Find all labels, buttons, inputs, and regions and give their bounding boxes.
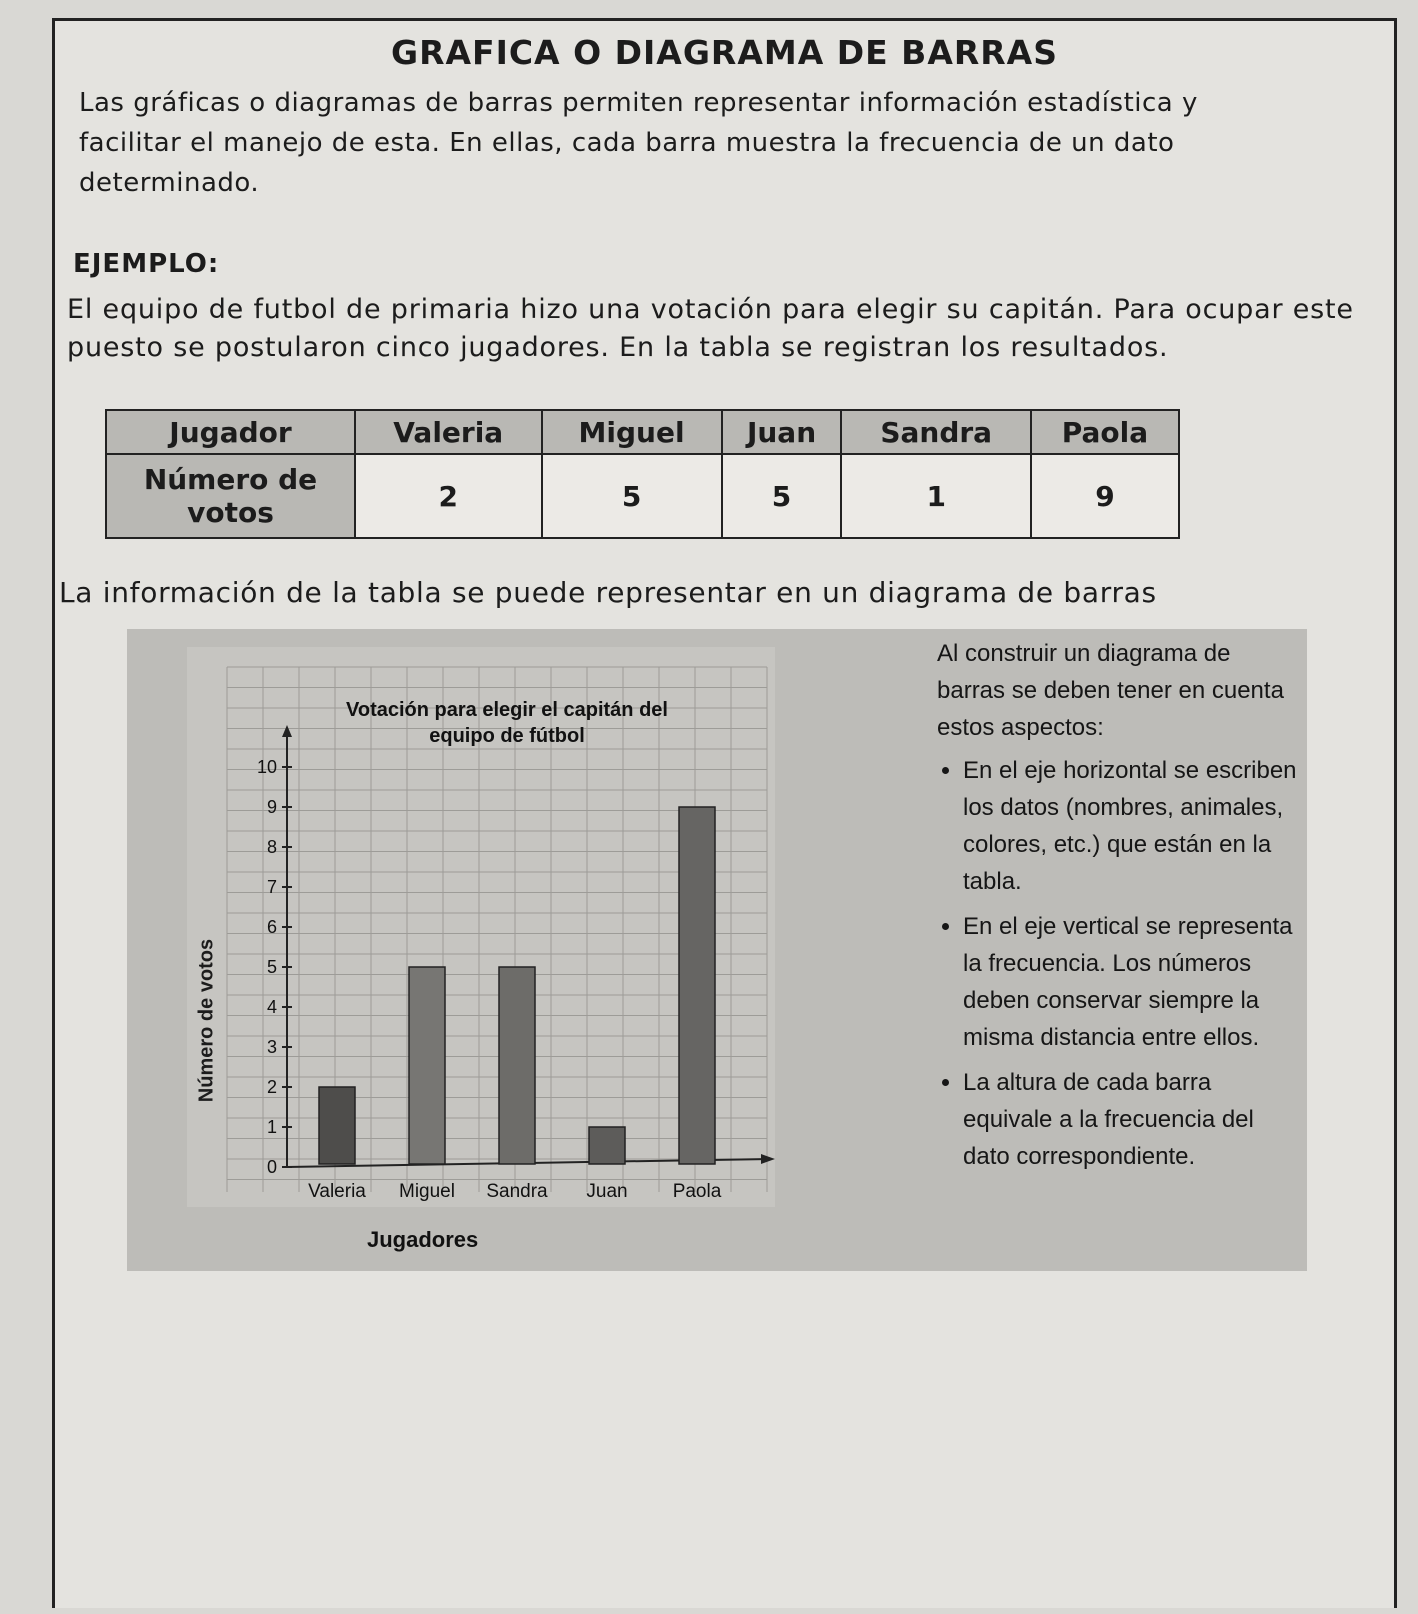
example-paragraph: El equipo de futbol de primaria hizo una votación para elegir su capitán. Para ocupar este puesto se postularon cinco jugadores. En la tabla se registran los resultados. xyxy=(67,294,1354,363)
list-item: • En el eje vertical se representa la frecuencia. Los números deben conservar siempre la misma distancia entre ellos. xyxy=(963,908,1297,1056)
x-axis-title: Jugadores xyxy=(367,1227,479,1252)
y-tick-label: 1 xyxy=(266,1117,277,1137)
x-tick-label: Sandra xyxy=(486,1181,548,1202)
worksheet-page xyxy=(52,18,1397,1608)
player-cell: Valeria xyxy=(355,410,542,454)
bar xyxy=(319,1087,355,1164)
notes-intro: Al construir un diagrama de barras se deben tener en cuenta estos aspectos: xyxy=(937,640,1284,741)
votes-cell: 9 xyxy=(1031,454,1179,538)
list-item: • En el eje horizontal se escriben los datos (nombres, animales, colores, etc.) que están en la tabla. xyxy=(963,752,1297,900)
x-tick-label: Juan xyxy=(586,1181,628,1202)
bar xyxy=(589,1127,625,1164)
y-tick-label: 0 xyxy=(266,1157,277,1177)
intro-paragraph: Las gráficas o diagramas de barras permiten representar información estadística y facilitar el manejo de esta. En ellas, cada barra muestra la frecuencia de un dato determinado. xyxy=(79,88,1198,198)
votes-table xyxy=(105,409,1180,539)
x-tick-label: Valeria xyxy=(308,1181,366,1202)
chart-lead-sentence: La información de la tabla se puede representar en un diagrama de barras xyxy=(59,576,1157,609)
y-tick-label: 10 xyxy=(256,757,277,777)
bar xyxy=(679,807,715,1164)
table-header-cell: Jugador xyxy=(106,410,355,454)
bar xyxy=(499,967,535,1164)
y-tick-label: 7 xyxy=(266,877,277,897)
list-item: • La altura de cada barra equivale a la frecuencia del dato correspondiente. xyxy=(963,1064,1297,1175)
y-tick-label: 4 xyxy=(266,997,277,1017)
page-title: GRAFICA O DIAGRAMA DE BARRAS xyxy=(390,33,1058,72)
votes-cell: 5 xyxy=(722,454,842,538)
x-tick-label: Miguel xyxy=(399,1181,455,1202)
y-tick-label: 3 xyxy=(266,1037,277,1057)
bar xyxy=(409,967,445,1164)
votes-cell: 5 xyxy=(542,454,722,538)
y-tick-label: 6 xyxy=(266,917,277,937)
table-row xyxy=(106,454,1179,538)
figure-panel xyxy=(127,629,1307,1271)
y-tick-label: 5 xyxy=(266,957,277,977)
example-label: EJEMPLO: xyxy=(73,249,220,279)
table-row xyxy=(106,410,1179,454)
y-tick-label: 9 xyxy=(266,797,277,817)
table-header-cell: Número de votos xyxy=(106,454,355,538)
y-tick-label: 8 xyxy=(266,837,277,857)
player-cell: Paola xyxy=(1031,410,1179,454)
y-axis-arrow xyxy=(282,725,292,737)
notes-list xyxy=(937,752,1297,1175)
votes-cell: 2 xyxy=(355,454,542,538)
votes-cell: 1 xyxy=(841,454,1031,538)
chart-title: Votación para elegir el capitán del equipo de fútbol xyxy=(346,699,668,747)
player-cell: Juan xyxy=(722,410,842,454)
y-tick-label: 2 xyxy=(266,1077,277,1097)
construction-notes xyxy=(937,635,1297,1183)
x-axis-arrow xyxy=(761,1154,775,1164)
player-cell: Sandra xyxy=(841,410,1031,454)
player-cell: Miguel xyxy=(542,410,722,454)
bar-chart xyxy=(187,647,775,1207)
y-axis-title: Número de votos xyxy=(195,938,218,1103)
x-tick-label: Paola xyxy=(672,1181,722,1202)
